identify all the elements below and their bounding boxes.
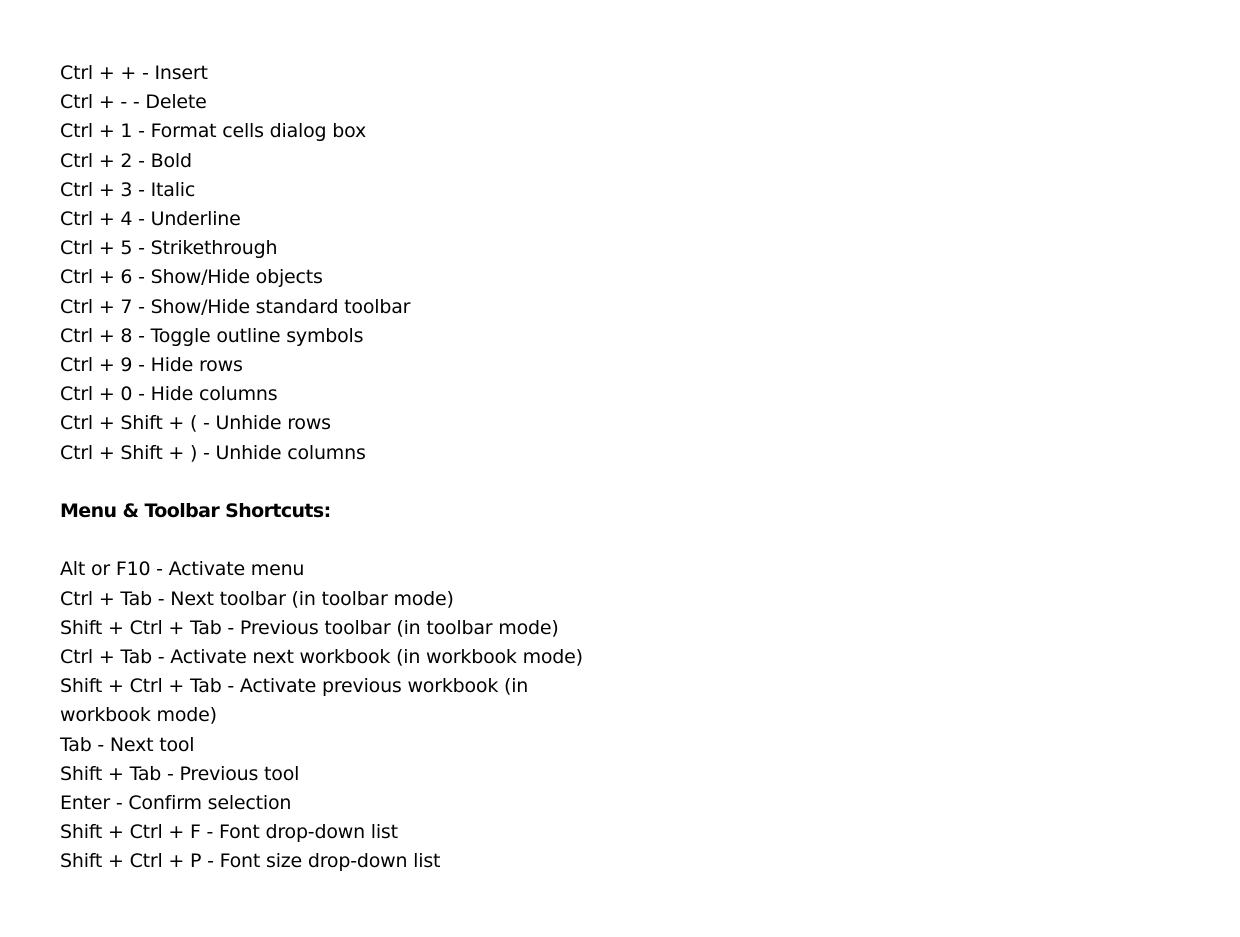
shortcut-line: Ctrl + Tab - Next toolbar (in toolbar mode) [60,587,454,610]
shortcut-line: Ctrl + 9 - Hide rows [60,354,243,377]
shortcut-line: Ctrl + 3 - Italic [60,178,196,201]
shortcut-line: Ctrl + Shift + ( - Unhide rows [60,412,331,435]
shortcut-line: Shift + Tab - Previous tool [60,762,300,785]
shortcut-document [60,59,600,877]
shortcut-line: Shift + Ctrl + Tab - Activate previous workbook (in workbook mode) [60,675,529,727]
shortcut-line: Shift + Ctrl + P - Font size drop-down list [60,850,441,873]
shortcut-line: Ctrl + 4 - Underline [60,208,241,231]
shortcut-line: Ctrl + 7 - Show/Hide standard toolbar [60,295,411,318]
shortcut-line: Ctrl + 2 - Bold [60,149,192,172]
shortcut-line: Ctrl + 0 - Hide columns [60,383,278,406]
shortcut-line: Shift + Ctrl + F - Font drop-down list [60,821,398,844]
shortcut-line: Ctrl + 6 - Show/Hide objects [60,266,323,289]
blank-line [60,468,600,497]
shortcut-line: Ctrl + 8 - Toggle outline symbols [60,324,364,347]
shortcut-line: Ctrl + + - Insert [60,62,208,84]
blank-line [60,526,600,555]
shortcut-line: Ctrl + Shift + ) - Unhide columns [60,441,366,464]
section-heading: Menu & Toolbar Shortcuts: [60,500,331,523]
shortcut-line: Ctrl + Tab - Activate next workbook (in workbook mode) [60,646,583,669]
shortcut-line: Alt or F10 - Activate menu [60,558,305,581]
shortcut-line: Enter - Confirm selection [60,792,292,815]
shortcut-line: Ctrl + 5 - Strikethrough [60,237,278,260]
shortcut-line: Shift + Ctrl + Tab - Previous toolbar (in toolbar mode) [60,616,559,639]
shortcut-line: Ctrl + 1 - Format cells dialog box [60,120,366,143]
shortcut-line: Tab - Next tool [60,733,195,756]
shortcut-line: Ctrl + - - Delete [60,91,207,114]
